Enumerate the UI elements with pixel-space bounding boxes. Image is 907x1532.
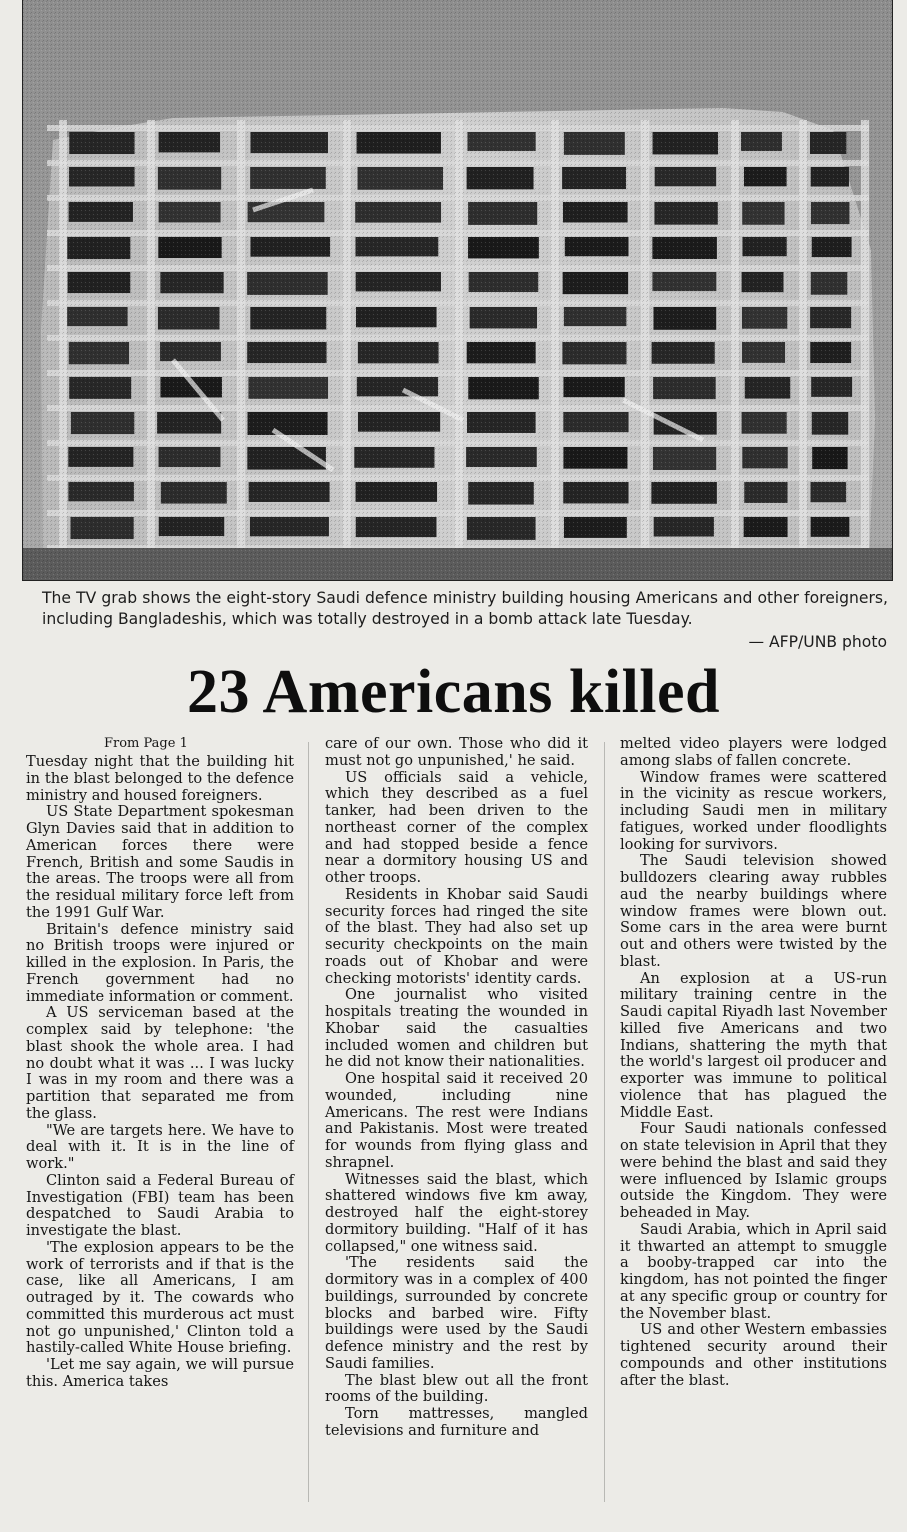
paragraph: "We are targets here. We have to deal with it. It is in the line of work."	[26, 1121, 294, 1172]
paragraph: 'The explosion appears to be the work of terrorists and if that is the case, like all Americans, I am outraged by it. The cowards who committed this murderous act must not go unpunished,' Clinton told a hastily-called White House briefing.	[26, 1238, 294, 1357]
paragraph: The blast blew out all the front rooms of the building.	[325, 1371, 588, 1406]
paragraph: US State Department spokesman Glyn Davies said that in addition to American forces there were French, British and some Saudis in the areas. The troops were all from the residual military force left from the 1991 Gulf War.	[26, 803, 294, 921]
jump-line: From Page 1	[104, 736, 188, 751]
article-column-3	[620, 736, 887, 1389]
column-divider	[308, 742, 309, 1502]
paragraph: Residents in Khobar said Saudi security forces had ringed the site of the blast. They had also set up security checkpoints on the main roads out of Khobar and were checking motorists' identity cards.	[325, 885, 588, 987]
paragraph: Window frames were scattered in the vicinity as rescue workers, including Saudi men in military fatigues, worked under floodlights looking for survivors.	[620, 768, 887, 853]
paragraph: One hospital said it received 20 wounded, including nine Americans. The rest were Indians and Pakistanis. Most were treated for wounds from flying glass and shrapnel.	[325, 1070, 588, 1171]
paragraph: 'The residents said the dormitory was in a complex of 400 buildings, surrounded by concrete blocks and barbed wire. Fifty buildings were used by the Saudi defence ministry and the rest by Saudi families.	[325, 1254, 588, 1372]
column-divider	[604, 742, 605, 1502]
paragraph: The Saudi television showed bulldozers clearing away rubbles aud the nearby buildings where window frames were blown out. Some cars in the area were burnt out and others were twisted by the blast.	[620, 852, 887, 970]
paragraph: Tuesday night that the building hit in the blast belonged to the defence ministry and housed foreigners.	[26, 753, 294, 804]
paragraph: US officials said a vehicle, which they described as a fuel tanker, had been driven to the northeast corner of the complex and had stopped beside a fence near a dormitory housing US and other troops.	[325, 768, 588, 886]
paragraph: Clinton said a Federal Bureau of Investigation (FBI) team has been despatched to Saudi Arabia to investigate the blast.	[26, 1171, 294, 1239]
paragraph: Saudi Arabia, which in April said it thwarted an attempt to smuggle a booby-trapped car into the kingdom, has not pointed the finger at any specific group or country for the November blast.	[620, 1220, 887, 1322]
paragraph: Britain's defence ministry said no British troops were injured or killed in the explosion. In Paris, the French government had no immediate information or comment.	[26, 920, 294, 1005]
destroyed-building-photo	[23, 0, 892, 580]
paragraph: Torn mattresses, mangled televisions and furniture and	[325, 1405, 588, 1439]
photo-caption: The TV grab shows the eight-story Saudi defence ministry building housing Americans and other foreigners, including Bangladeshis, which was totally destroyed in a bomb attack late Tuesday.	[42, 589, 888, 628]
article-column-2	[325, 736, 588, 1440]
headline: 23 Americans killed	[186, 658, 721, 726]
news-photo	[22, 0, 893, 581]
paragraph: One journalist who visited hospitals treating the wounded in Khobar said the casualties included women and children but he did not know their nationalities.	[325, 986, 588, 1071]
paragraph: An explosion at a US-run military training centre in the Saudi capital Riyadh last November killed five Americans and two Indians, shattering the myth that the world's largest oil producer and exporter was immune to political violence that has plagued the Middle East.	[620, 969, 887, 1121]
photo-credit: — AFP/UNB photo	[748, 633, 887, 651]
paragraph: A US serviceman based at the complex said by telephone: 'the blast shook the whole area. I had no doubt what it was ... I was lucky I was in my room and there was a partition that separated me from the glass.	[26, 1004, 294, 1122]
paragraph: Witnesses said the blast, which shattered windows five km away, destroyed half the eight-storey dormitory building. "Half of it has collapsed," one witness said.	[325, 1170, 588, 1255]
article-column-1	[26, 736, 294, 1391]
paragraph: care of our own. Those who did it must not go unpunished,' he said.	[325, 735, 588, 769]
paragraph: Four Saudi nationals confessed on state television in April that they were behind the blast and said they were influenced by Islamic groups outside the Kingdom. They were beheaded in May.	[620, 1120, 887, 1221]
paragraph: 'Let me say again, we will pursue this. America takes	[26, 1356, 294, 1390]
paragraph: melted video players were lodged among slabs of fallen concrete.	[620, 735, 887, 769]
paragraph: US and other Western embassies tightened security around their compounds and other institutions after the blast.	[620, 1321, 887, 1389]
